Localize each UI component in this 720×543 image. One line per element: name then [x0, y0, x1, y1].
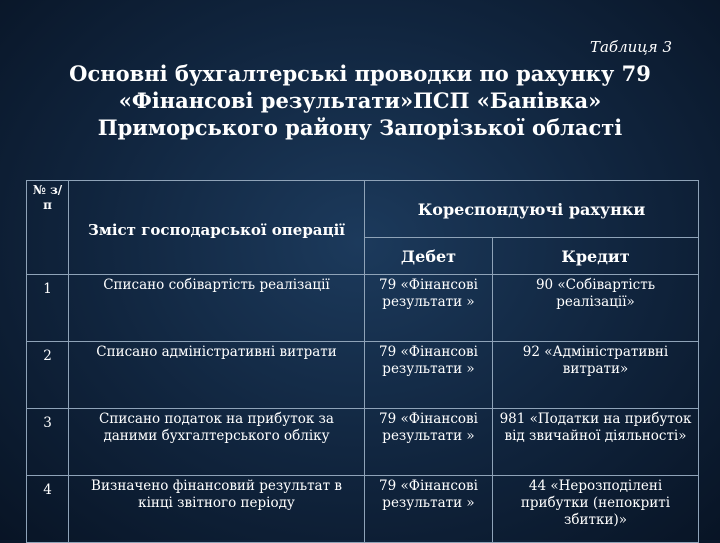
table-row	[27, 476, 699, 543]
row-content: Списано податок на прибуток за даними бухгалтерського обліку	[69, 409, 365, 476]
header-debit: Дебет	[365, 238, 493, 275]
row-debit: 79 «Фінансові результати »	[365, 476, 493, 543]
row-credit: 90 «Собівартість реалізації»	[493, 275, 699, 342]
page-title	[40, 60, 680, 141]
header-content: Зміст господарської операції	[69, 181, 365, 275]
row-content: Визначено фінансовий результат в кінці звітного періоду	[69, 476, 365, 543]
title-line: «Фінансові результати»ПСП «Банівка»	[118, 88, 602, 113]
row-credit: 981 «Податки на прибуток від звичайної діяльності»	[493, 409, 699, 476]
header-correspondence: Кореспондуючі рахунки	[365, 181, 699, 238]
row-number: 3	[27, 409, 69, 476]
row-debit: 79 «Фінансові результати »	[365, 275, 493, 342]
table-row	[27, 409, 699, 476]
row-debit: 79 «Фінансові результати »	[365, 409, 493, 476]
table-row	[27, 342, 699, 409]
header-row	[27, 181, 699, 238]
row-content: Списано собівартість реалізації	[69, 275, 365, 342]
row-number: 4	[27, 476, 69, 543]
table-caption: Таблиця 3	[589, 38, 672, 56]
row-number: 1	[27, 275, 69, 342]
title-line: Приморського району Запорізької області	[97, 115, 623, 140]
row-credit: 92 «Адміністративні витрати»	[493, 342, 699, 409]
row-credit: 44 «Нерозподілені прибутки (непокриті збитки)»	[493, 476, 699, 543]
row-debit: 79 «Фінансові результати »	[365, 342, 493, 409]
table-row	[27, 275, 699, 342]
entries-table	[26, 180, 699, 543]
header-credit: Кредит	[493, 238, 699, 275]
title-line: Основні бухгалтерські проводки по рахунку 79	[69, 61, 651, 86]
row-content: Списано адміністративні витрати	[69, 342, 365, 409]
row-number: 2	[27, 342, 69, 409]
header-number: № з/п	[27, 181, 69, 275]
